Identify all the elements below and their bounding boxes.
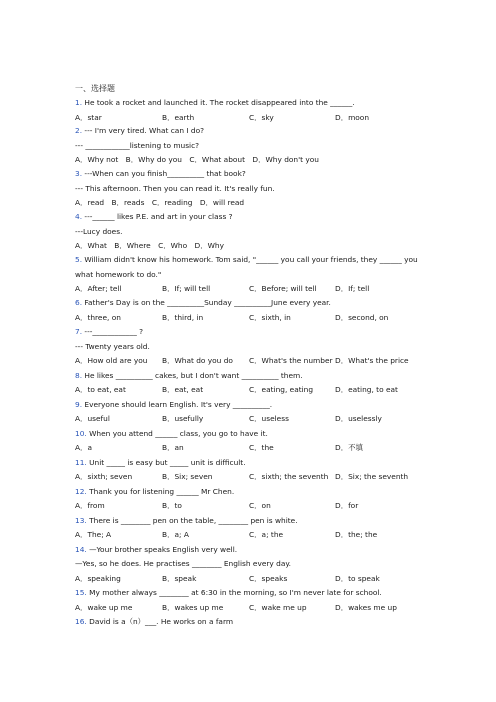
- question-text: —Your brother speaks English very well.: [89, 545, 238, 554]
- question-text: He took a rocket and launched it. The rocket disappeared into the ______.: [84, 98, 355, 107]
- question-11-stem: [75, 458, 246, 468]
- option-d[interactable]: D．uselessly: [335, 414, 382, 423]
- option-b[interactable]: B．earth: [162, 113, 195, 122]
- question-14-dialog: —Yes, so he does. He practises ________ English every day.: [75, 559, 292, 568]
- option-d[interactable]: D．for: [335, 501, 359, 510]
- option-d[interactable]: D．second, on: [335, 313, 389, 322]
- option-a[interactable]: A．star: [75, 113, 102, 122]
- option-d[interactable]: D．to speak: [335, 574, 380, 583]
- option-c[interactable]: C．eating, eating: [249, 385, 314, 394]
- option-d[interactable]: D．wakes me up: [335, 603, 397, 612]
- option-c[interactable]: C．sixth, in: [249, 313, 291, 322]
- question-2-stem: [75, 126, 204, 136]
- option-c[interactable]: C．useless: [249, 414, 289, 423]
- option-b[interactable]: B．to: [162, 501, 182, 510]
- question-text: Unit _____ is easy but _____ unit is difficult.: [89, 458, 246, 467]
- option-b[interactable]: B．eat, eat: [162, 385, 204, 394]
- question-number: 5.: [75, 255, 83, 264]
- question-15-stem: [75, 588, 382, 598]
- question-number: 9.: [75, 400, 83, 409]
- question-16-stem: [75, 617, 233, 627]
- question-number: 14.: [75, 545, 87, 554]
- option-c[interactable]: C．Before; will tell: [249, 284, 317, 293]
- option-a[interactable]: A．wake up me: [75, 603, 133, 612]
- option-a[interactable]: A．to eat, eat: [75, 385, 126, 394]
- question-7-stem: [75, 327, 143, 337]
- question-number: 11.: [75, 458, 87, 467]
- question-text: When you attend ______ class, you go to have it.: [89, 429, 268, 438]
- question-number: 13.: [75, 516, 87, 525]
- option-d[interactable]: D．moon: [335, 113, 370, 122]
- option-b[interactable]: B．Six; seven: [162, 472, 213, 481]
- question-3-options[interactable]: A．read B．reads C．reading D．will read: [75, 198, 245, 207]
- option-a[interactable]: A．useful: [75, 414, 110, 423]
- question-text: Father's Day is on the __________Sunday __________June every year.: [84, 298, 331, 307]
- option-a[interactable]: A．sixth; seven: [75, 472, 133, 481]
- option-c[interactable]: C．the: [249, 443, 274, 452]
- question-13-stem: [75, 516, 298, 526]
- question-5-stem: [75, 255, 418, 265]
- option-b[interactable]: B．an: [162, 443, 184, 452]
- option-b[interactable]: B．If; will tell: [162, 284, 211, 293]
- option-c[interactable]: C．What's the number: [249, 356, 333, 365]
- question-3-stem: [75, 169, 246, 179]
- option-a[interactable]: A．After; tell: [75, 284, 122, 293]
- question-text: Thank you for listening ______ Mr Chen.: [89, 487, 235, 496]
- question-text: --- I'm very tired. What can I do?: [84, 126, 205, 135]
- question-12-stem: [75, 487, 234, 497]
- question-4-options[interactable]: A．What B．Where C．Who D．Why: [75, 241, 224, 250]
- question-2-options[interactable]: A．Why not B．Why do you C．What about D．Why don't you: [75, 155, 319, 164]
- option-a[interactable]: A．a: [75, 443, 92, 452]
- question-14-stem: [75, 545, 237, 555]
- option-b[interactable]: B．a; A: [162, 530, 189, 539]
- option-a[interactable]: A．from: [75, 501, 105, 510]
- option-a[interactable]: A．How old are you: [75, 356, 148, 365]
- question-number: 8.: [75, 371, 83, 380]
- question-number: 4.: [75, 212, 83, 221]
- question-7-dialog: --- Twenty years old.: [75, 342, 150, 351]
- question-10-stem: [75, 429, 268, 439]
- option-d[interactable]: D．If; tell: [335, 284, 370, 293]
- question-5-stem-cont: what homework to do.": [75, 270, 162, 279]
- question-text: William didn't know his homework. Tom said, "______ you call your friends, they ______ you: [84, 255, 418, 264]
- question-1-stem: [75, 98, 355, 108]
- option-d[interactable]: D．the; the: [335, 530, 378, 539]
- question-8-stem: [75, 371, 303, 381]
- option-c[interactable]: C．wake me up: [249, 603, 307, 612]
- question-text: ---____________ ?: [84, 327, 144, 336]
- section-title: 一、选择题: [75, 84, 115, 93]
- question-text: He likes __________ cakes, but I don't want __________ them.: [84, 371, 303, 380]
- question-text: ---______ likes P.E. and art in your class ?: [84, 212, 233, 221]
- option-a[interactable]: A．three, on: [75, 313, 121, 322]
- question-text: There is ________ pen on the table, ________ pen is white.: [89, 516, 298, 525]
- option-c[interactable]: C．a; the: [249, 530, 284, 539]
- question-number: 10.: [75, 429, 87, 438]
- question-text: ---When can you finish__________ that book?: [84, 169, 246, 178]
- option-c[interactable]: C．sky: [249, 113, 274, 122]
- option-b[interactable]: B．wakes up me: [162, 603, 224, 612]
- question-number: 16.: [75, 617, 87, 626]
- question-3-dialog: --- This afternoon. Then you can read it. It's really fun.: [75, 184, 275, 193]
- question-number: 12.: [75, 487, 87, 496]
- question-text: My mother always ________ at 6:30 in the morning, so I'm never late for school.: [89, 588, 382, 597]
- question-text: Everyone should learn English. It's very __________.: [84, 400, 273, 409]
- option-c[interactable]: C．speaks: [249, 574, 288, 583]
- question-number: 2.: [75, 126, 83, 135]
- option-d[interactable]: D．Six; the seventh: [335, 472, 409, 481]
- question-2-dialog: --- ____________listening to music?: [75, 141, 200, 150]
- option-c[interactable]: C．sixth; the seventh: [249, 472, 329, 481]
- option-a[interactable]: A．The; A: [75, 530, 112, 539]
- option-a[interactable]: A．speaking: [75, 574, 121, 583]
- option-d[interactable]: D．不填: [335, 443, 363, 452]
- option-b[interactable]: B．What do you do: [162, 356, 233, 365]
- option-d[interactable]: D．What's the price: [335, 356, 409, 365]
- option-b[interactable]: B．third, in: [162, 313, 204, 322]
- option-b[interactable]: B．speak: [162, 574, 197, 583]
- question-4-dialog: ---Lucy does.: [75, 227, 123, 236]
- question-number: 7.: [75, 327, 83, 336]
- option-b[interactable]: B．usefully: [162, 414, 204, 423]
- option-c[interactable]: C．on: [249, 501, 271, 510]
- question-4-stem: [75, 212, 233, 222]
- question-text: David is a（n）___. He works on a farm: [89, 617, 234, 626]
- question-number: 3.: [75, 169, 83, 178]
- question-number: 15.: [75, 588, 87, 597]
- question-number: 6.: [75, 298, 83, 307]
- question-number: 1.: [75, 98, 83, 107]
- option-d[interactable]: D．eating, to eat: [335, 385, 398, 394]
- question-9-stem: [75, 400, 272, 410]
- question-6-stem: [75, 298, 331, 308]
